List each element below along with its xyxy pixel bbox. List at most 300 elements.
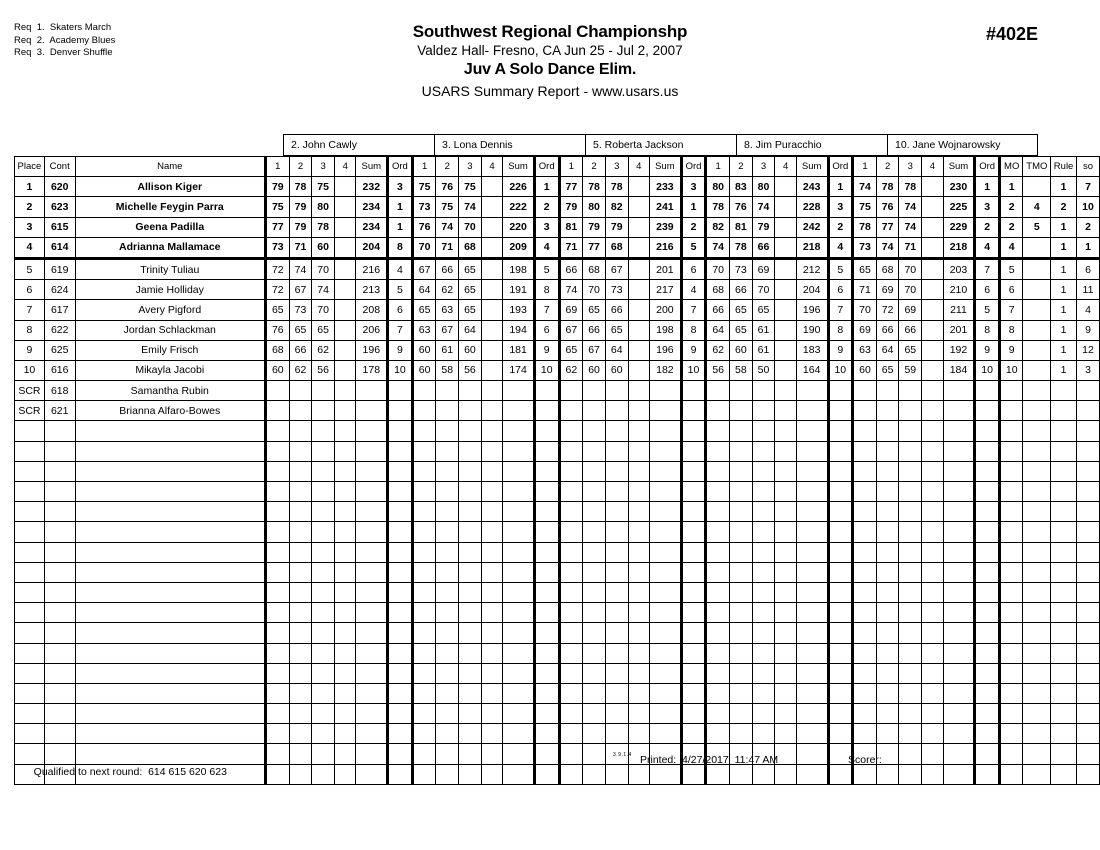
cell-judge1-score1: 60 [265,360,289,380]
cell-judge3-score3 [605,562,628,582]
cell-judge2-score2 [436,401,459,421]
cell-judge2-score1 [412,482,436,502]
cell-blank [1051,623,1077,643]
cell-judge3-score4 [628,582,649,602]
cell-judge4-sum [796,401,828,421]
cell-judge5-score1: 71 [853,280,877,300]
empty-row [15,461,1100,481]
cell-judge2-sum [503,482,535,502]
cell-judge5-ord: 6 [975,280,1000,300]
cell-judge1-score1: 68 [265,340,289,360]
col-header-judge1-sum: Sum [356,157,388,177]
cell-cont [44,461,75,481]
cell-judge5-ord: 3 [975,197,1000,217]
cell-judge1-ord [388,421,413,441]
cell-blank [999,461,1023,481]
cell-judge2-ord [534,502,559,522]
cell-judge1-score2 [289,461,312,481]
cell-judge5-score4 [922,582,943,602]
cell-judge2-sum: 222 [503,197,535,217]
col-header-judge3-ord: Ord [681,157,706,177]
cell-judge1-sum: 208 [356,300,388,320]
cell-judge4-sum: 212 [796,258,828,279]
cell-judge3-score4 [628,643,649,663]
cell-judge2-score1 [412,643,436,663]
cell-judge1-score2 [289,381,312,401]
cell-judge2-score2 [436,643,459,663]
cell-judge1-sum [356,724,388,744]
cell-judge1-score2 [289,401,312,421]
cell-judge5-score3: 70 [899,280,922,300]
requirement-line: Req 1. Skaters March [14,22,112,33]
cell-judge1-score4 [334,360,355,380]
cell-judge1-score1: 76 [265,320,289,340]
cell-judge5-score2: 64 [876,340,899,360]
cell-place: SCR [15,401,45,421]
cell-judge3-score3 [605,421,628,441]
cell-judge4-score1 [706,502,730,522]
cell-judge2-score1: 65 [412,300,436,320]
cell-judge3-score1 [559,461,583,481]
empty-row [15,421,1100,441]
cell-blank [1023,724,1051,744]
col-header-judge4-ord: Ord [828,157,853,177]
cell-blank [1023,441,1051,461]
cell-place: SCR [15,381,45,401]
cell-judge1-score4 [334,280,355,300]
cell-judge4-score1 [706,482,730,502]
table-row [15,258,1100,279]
cell-judge1-score1 [265,643,289,663]
cell-judge5-score4 [922,300,943,320]
cell-judge4-ord [828,441,853,461]
cell-blank [1051,582,1077,602]
cell-judge3-score2 [583,401,606,421]
cell-judge1-ord [388,461,413,481]
cell-judge3-score4 [628,320,649,340]
cell-judge1-ord [388,562,413,582]
cell-judge3-ord [681,663,706,683]
cell-judge3-score1: 81 [559,217,583,237]
cell-judge2-sum [503,663,535,683]
col-header-judge3-score4: 4 [628,157,649,177]
cell-judge4-score4 [775,482,796,502]
cell-judge1-score4 [334,643,355,663]
cell-name: Avery Pigford [75,300,265,320]
cell-judge3-score1 [559,562,583,582]
table-row [15,177,1100,197]
cell-name [75,542,265,562]
cell-name: Allison Kiger [75,177,265,197]
cell-blank [1076,663,1099,683]
cell-judge5-sum [943,381,975,401]
requirement-line: Req 3. Denver Shuffle [14,47,113,58]
cell-judge2-score3 [459,582,482,602]
cell-rule: 1 [1051,237,1077,258]
cell-rule: 1 [1051,258,1077,279]
cell-mo: 9 [999,340,1023,360]
cell-cont [44,562,75,582]
cell-judge2-ord: 10 [534,360,559,380]
cell-judge5-score2 [876,381,899,401]
cell-judge3-score3: 64 [605,340,628,360]
cell-blank [1076,542,1099,562]
cell-judge2-score3 [459,683,482,703]
cell-judge1-score3: 65 [312,320,335,340]
cell-judge4-score2 [730,643,753,663]
cell-judge5-sum: 218 [943,237,975,258]
cell-judge1-ord [388,704,413,724]
cell-judge5-score1 [853,482,877,502]
cell-judge4-score2: 81 [730,217,753,237]
cell-judge3-score4 [628,258,649,279]
cell-judge4-score3 [752,663,775,683]
cell-judge5-score1: 65 [853,258,877,279]
cell-judge3-score4 [628,360,649,380]
table-body [15,177,1100,785]
cell-blank [1076,582,1099,602]
cell-judge4-score2: 58 [730,360,753,380]
cell-judge3-score1: 69 [559,300,583,320]
empty-row [15,663,1100,683]
cell-judge3-sum: 182 [650,360,682,380]
cell-judge4-score4 [775,217,796,237]
cell-judge5-ord: 7 [975,258,1000,279]
cell-judge2-score4 [481,340,502,360]
cell-cont [44,603,75,623]
cell-mo: 4 [999,237,1023,258]
col-header-judge3-sum: Sum [650,157,682,177]
cell-judge3-score1 [559,441,583,461]
cell-blank [999,441,1023,461]
judge-header-2: 3. Lona Dennis [434,134,585,156]
cell-judge4-score2 [730,522,753,542]
cell-judge5-score2 [876,502,899,522]
cell-judge4-score3: 61 [752,320,775,340]
cell-judge4-ord: 5 [828,258,853,279]
cell-judge3-score3: 73 [605,280,628,300]
cell-judge4-score2: 73 [730,258,753,279]
cell-judge3-ord [681,401,706,421]
cell-judge1-score1 [265,603,289,623]
cell-judge3-score4 [628,441,649,461]
cell-judge1-ord [388,643,413,663]
cell-judge3-score1: 62 [559,360,583,380]
cell-judge5-sum [943,562,975,582]
cell-judge1-score3: 70 [312,258,335,279]
cell-blank [999,542,1023,562]
cell-judge5-sum: 225 [943,197,975,217]
cell-judge2-score3 [459,623,482,643]
cell-judge1-score4 [334,381,355,401]
cell-judge1-score2: 79 [289,217,312,237]
cell-tmo: 4 [1023,197,1051,217]
cell-place [15,683,45,703]
cell-judge5-score4 [922,542,943,562]
cell-judge1-sum [356,582,388,602]
cell-judge3-score4 [628,461,649,481]
cell-judge5-ord [975,582,1000,602]
empty-row [15,502,1100,522]
cell-blank [1051,643,1077,663]
cell-judge2-ord [534,704,559,724]
cell-judge2-score4 [481,623,502,643]
cell-judge1-score4 [334,401,355,421]
col-header-place: Place [15,157,45,177]
cell-judge5-ord [975,401,1000,421]
cell-judge1-score3 [312,461,335,481]
cell-judge2-sum [503,704,535,724]
cell-judge5-score3 [899,542,922,562]
cell-judge3-score3 [605,603,628,623]
cell-judge5-sum [943,704,975,724]
cell-judge3-ord [681,441,706,461]
cell-judge1-ord [388,542,413,562]
cell-judge4-sum [796,461,828,481]
cell-judge5-score1: 63 [853,340,877,360]
cell-judge1-ord: 4 [388,258,413,279]
cell-judge5-score1 [853,724,877,744]
cell-judge3-ord [681,562,706,582]
cell-judge2-score3 [459,603,482,623]
cell-judge5-score3: 74 [899,217,922,237]
cell-judge4-score1 [706,421,730,441]
cell-judge1-ord [388,663,413,683]
cell-judge4-score4 [775,542,796,562]
cell-judge2-score4 [481,258,502,279]
cell-judge4-ord [828,502,853,522]
cell-judge3-score4 [628,522,649,542]
cell-judge1-score3 [312,704,335,724]
cell-judge1-score1 [265,381,289,401]
cell-judge3-sum: 217 [650,280,682,300]
cell-judge5-ord [975,421,1000,441]
cell-judge5-ord [975,381,1000,401]
cell-judge1-score2: 67 [289,280,312,300]
cell-judge5-score3 [899,461,922,481]
cell-judge1-sum: 178 [356,360,388,380]
scorer-label: Scorer: [848,754,882,766]
cell-judge1-score3: 74 [312,280,335,300]
cell-judge4-score3 [752,502,775,522]
cell-judge1-score1: 79 [265,177,289,197]
cell-judge1-score1 [265,704,289,724]
cell-judge5-score3: 70 [899,258,922,279]
cell-judge3-score3 [605,582,628,602]
cell-judge4-sum [796,704,828,724]
cell-judge5-score1 [853,441,877,461]
cell-judge5-score4 [922,320,943,340]
cell-judge2-ord [534,522,559,542]
cell-judge5-ord: 10 [975,360,1000,380]
cell-judge3-score2: 68 [583,258,606,279]
table-row [15,320,1100,340]
cell-judge1-score1: 65 [265,300,289,320]
cell-judge4-sum [796,683,828,703]
cell-judge3-ord [681,542,706,562]
cell-judge5-score3 [899,482,922,502]
cell-judge1-score4 [334,542,355,562]
cell-judge4-score3 [752,724,775,744]
cell-name: Brianna Alfaro-Bowes [75,401,265,421]
cell-judge3-score4 [628,663,649,683]
cell-judge5-score1 [853,381,877,401]
cell-cont: 622 [44,320,75,340]
table-row [15,360,1100,380]
cell-judge2-score4 [481,461,502,481]
cell-judge5-sum [943,401,975,421]
cell-judge2-sum [503,582,535,602]
cell-judge1-score1 [265,562,289,582]
cell-judge3-ord [681,502,706,522]
cell-judge3-ord [681,704,706,724]
cell-judge2-score4 [481,522,502,542]
cell-judge1-score2: 65 [289,320,312,340]
cell-blank [999,421,1023,441]
cell-judge3-score1 [559,542,583,562]
cell-place [15,643,45,663]
cell-judge3-ord: 3 [681,177,706,197]
cell-mo: 2 [999,197,1023,217]
cell-judge3-score2: 60 [583,360,606,380]
cell-name: Samantha Rubin [75,381,265,401]
cell-cont: 616 [44,360,75,380]
cell-judge5-score3 [899,683,922,703]
cell-judge1-ord: 9 [388,340,413,360]
cell-mo: 1 [999,177,1023,197]
cell-judge3-score4 [628,542,649,562]
cell-place [15,502,45,522]
cell-judge2-sum: 193 [503,300,535,320]
cell-judge2-score1 [412,401,436,421]
cell-judge4-score3: 69 [752,258,775,279]
cell-judge1-sum: 213 [356,280,388,300]
cell-judge4-score4 [775,280,796,300]
cell-judge5-score2 [876,603,899,623]
cell-name: Geena Padilla [75,217,265,237]
cell-judge2-score2 [436,482,459,502]
cell-so: 11 [1076,280,1099,300]
cell-tmo [1023,177,1051,197]
cell-blank [1023,461,1051,481]
cell-judge5-score3 [899,704,922,724]
cell-judge2-score4 [481,582,502,602]
cell-judge5-sum: 230 [943,177,975,197]
cell-rule: 1 [1051,340,1077,360]
cell-judge1-score3: 70 [312,300,335,320]
cell-judge4-score2: 66 [730,280,753,300]
col-header-judge2-score2: 2 [436,157,459,177]
cell-judge3-score2 [583,683,606,703]
table-row [15,237,1100,258]
cell-judge5-score4 [922,562,943,582]
cell-judge5-score1: 74 [853,177,877,197]
cell-judge4-sum: 243 [796,177,828,197]
cell-judge5-score3 [899,582,922,602]
cell-judge4-sum [796,522,828,542]
col-header-judge3-score3: 3 [605,157,628,177]
cell-judge3-ord: 5 [681,237,706,258]
cell-judge2-score3: 75 [459,177,482,197]
cell-judge4-score4 [775,603,796,623]
cell-cont [44,683,75,703]
cell-judge3-score4 [628,340,649,360]
cell-judge4-score1 [706,582,730,602]
cell-judge4-ord [828,582,853,602]
cell-judge1-sum [356,522,388,542]
cell-judge3-score1 [559,482,583,502]
cell-judge3-score1: 65 [559,340,583,360]
cell-judge1-ord [388,683,413,703]
cell-judge4-ord: 9 [828,340,853,360]
cell-judge2-ord: 9 [534,340,559,360]
cell-judge2-score3: 68 [459,237,482,258]
cell-judge3-sum [650,542,682,562]
cell-judge3-score3 [605,441,628,461]
cell-judge3-score3 [605,482,628,502]
empty-row [15,603,1100,623]
cell-judge4-sum [796,562,828,582]
cell-judge2-score2 [436,704,459,724]
cell-judge4-score1 [706,522,730,542]
cell-judge1-score4 [334,320,355,340]
judge-header-4: 8. Jim Puracchio [736,134,887,156]
cell-judge2-score2: 74 [436,217,459,237]
cell-judge3-score3 [605,623,628,643]
cell-judge5-score4 [922,683,943,703]
cell-judge3-score4 [628,482,649,502]
cell-blank [999,724,1023,744]
cell-judge4-score3: 79 [752,217,775,237]
cell-judge1-score2 [289,582,312,602]
cell-name [75,562,265,582]
cell-judge1-score3 [312,421,335,441]
cell-judge5-ord [975,623,1000,643]
cell-judge2-sum [503,683,535,703]
cell-rule: 1 [1051,320,1077,340]
cell-judge5-score4 [922,704,943,724]
cell-judge5-score1 [853,421,877,441]
cell-judge1-score1 [265,623,289,643]
cell-judge1-sum [356,562,388,582]
cell-judge4-sum: 218 [796,237,828,258]
cell-place: 1 [15,177,45,197]
cell-name [75,482,265,502]
col-header-judge5-score2: 2 [876,157,899,177]
cell-judge3-score1: 77 [559,177,583,197]
cell-judge3-ord: 4 [681,280,706,300]
cell-judge4-score4 [775,683,796,703]
cell-judge2-sum: 220 [503,217,535,237]
cell-cont [44,522,75,542]
col-header-judge1-ord: Ord [388,157,413,177]
cell-judge1-ord [388,401,413,421]
cell-judge2-score2 [436,663,459,683]
cell-judge3-ord [681,724,706,744]
cell-judge1-ord: 6 [388,300,413,320]
cell-judge1-sum: 216 [356,258,388,279]
cell-judge3-sum: 198 [650,320,682,340]
cell-judge5-score3 [899,522,922,542]
cell-judge5-score3 [899,421,922,441]
cell-cont: 617 [44,300,75,320]
cell-blank [1023,421,1051,441]
cell-blank [999,582,1023,602]
cell-judge2-sum [503,421,535,441]
cell-blank [1023,582,1051,602]
cell-blank [999,502,1023,522]
cell-judge2-score4 [481,360,502,380]
